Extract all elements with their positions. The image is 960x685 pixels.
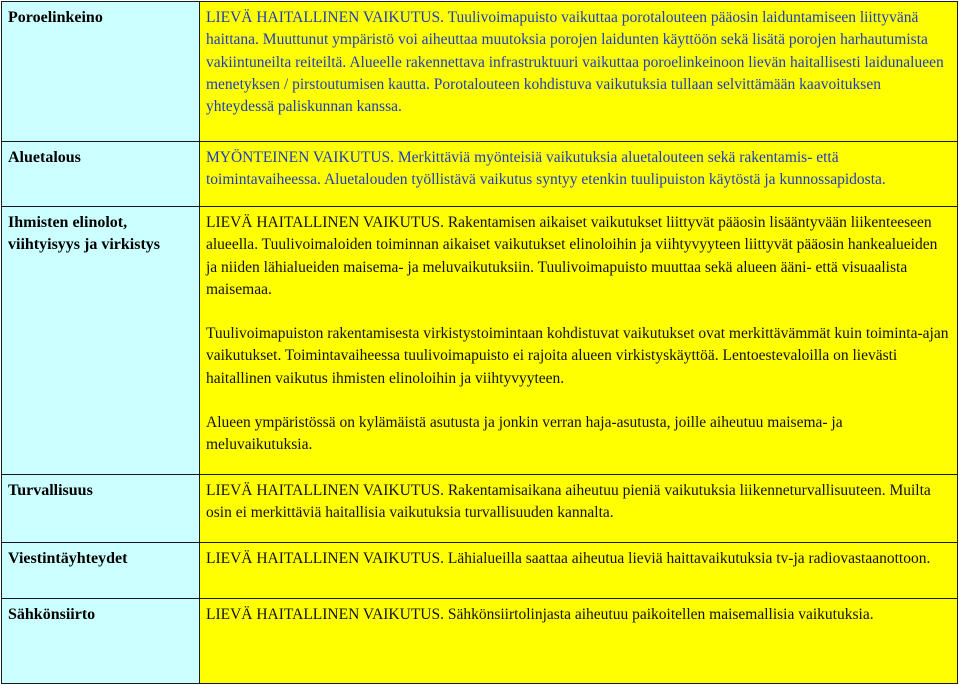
content-paragraph <box>206 604 951 626</box>
row-content-cell <box>200 599 958 684</box>
content-text: LIEVÄ HAITALLINEN VAIKUTUS. Rakentamisaikana aiheutuu pieniä vaikutuksia liikenneturvallisuuteen. Muilta osin ei merkittäviä haitallisia vaikutuksia turvallisuuden kannalta. <box>206 482 931 522</box>
content-text: Alueen ympäristössä on kylämäistä asutusta ja jonkin verran haja-asutusta, joille aiheutuu maisema- ja meluvaikutuksia. <box>206 414 843 454</box>
row-label: Viestintäyhteydet <box>8 550 128 567</box>
content-text: LIEVÄ HAITALLINEN VAIKUTUS. Lähialueilla saattaa aiheutua lieviä haittavaikutuksia tv-ja radiovastaanottoon. <box>206 550 931 567</box>
content-paragraph <box>206 212 951 301</box>
row-content-cell <box>200 207 958 475</box>
content-text: LIEVÄ HAITALLINEN VAIKUTUS. Tuulivoimapuisto vaikuttaa porotalouteen pääosin laiduntamiseen liittyvänä haittana. Muuttunut ympäristö voi aiheuttaa muutoksia porojen laidunten käyttöön sekä lisätä porojen harhautumista vakiintuneilta reiteiltä. Alueelle rakennettava infrastruktuuri vaikuttaa poroelinkeinoon lievän haitallisesti laidunalueen menetyksen / pirstoutumisen kautta. Porotalouteen kohdistuva vaikutuksia tullaan selvittämään kaavoituksen yhteydessä paliskunnan kanssa. <box>206 9 944 116</box>
content-paragraph <box>206 548 951 570</box>
table-row <box>2 207 958 475</box>
impact-table <box>1 1 958 684</box>
row-content-cell <box>200 543 958 599</box>
impact-table-body <box>2 2 958 684</box>
row-label: Poroelinkeino <box>8 9 103 26</box>
row-label-cell <box>2 599 200 684</box>
row-label-cell <box>2 543 200 599</box>
content-text: Tuulivoimapuiston rakentamisesta virkistystoimintaan kohdistuvat vaikutukset ovat merkittävämmät kuin toiminta-ajan vaikutukset. Toimintavaiheessa tuulivoimapuisto ei rajoita alueen virkistyskäyttöä. Lentoestevaloilla on lievästi haitallinen vaikutus ihmisten elinoloihin ja viihtyvyyteen. <box>206 325 949 387</box>
content-paragraph <box>206 147 951 192</box>
content-paragraph <box>206 480 951 525</box>
row-label: Ihmisten elinolot, viihtyisyys ja virkistys <box>8 214 161 254</box>
row-label-cell <box>2 142 200 207</box>
table-row <box>2 475 958 543</box>
table-row <box>2 2 958 142</box>
content-text: MYÖNTEINEN VAIKUTUS. Merkittäviä myönteisiä vaikutuksia aluetalouteen sekä rakentamis- että toimintavaiheessa. Aluetalouden työllistävä vaikutus syntyy etenkin tuulipuiston käytöstä ja kunnossapidosta. <box>206 149 886 189</box>
row-label: Turvallisuus <box>8 482 93 499</box>
content-paragraph <box>206 323 951 390</box>
table-row <box>2 599 958 684</box>
content-text: LIEVÄ HAITALLINEN VAIKUTUS. Sähkönsiirtolinjasta aiheutuu paikoitellen maisemallisia vaikutuksia. <box>206 606 874 623</box>
table-row <box>2 543 958 599</box>
row-content-cell <box>200 2 958 142</box>
row-content-cell <box>200 142 958 207</box>
table-row <box>2 142 958 207</box>
row-content-cell <box>200 475 958 543</box>
row-label-cell <box>2 207 200 475</box>
content-text: LIEVÄ HAITALLINEN VAIKUTUS. Rakentamisen aikaiset vaikutukset liittyvät pääosin lisääntyvään liikenteeseen alueella. Tuulivoimaloiden toiminnan aikaiset vaikutukset elinoloihin ja viihtyvyyteen liittyvät pääosin hankealueiden ja niiden lähialueiden maisema- ja meluvaikutuksiin. Tuulivoimapuisto muuttaa sekä alueen ääni- että visuaalista maisemaa. <box>206 214 938 298</box>
row-label: Aluetalous <box>8 149 81 166</box>
row-label: Sähkönsiirto <box>8 606 96 623</box>
content-paragraph <box>206 7 951 118</box>
row-label-cell <box>2 475 200 543</box>
content-paragraph <box>206 412 951 457</box>
row-label-cell <box>2 2 200 142</box>
